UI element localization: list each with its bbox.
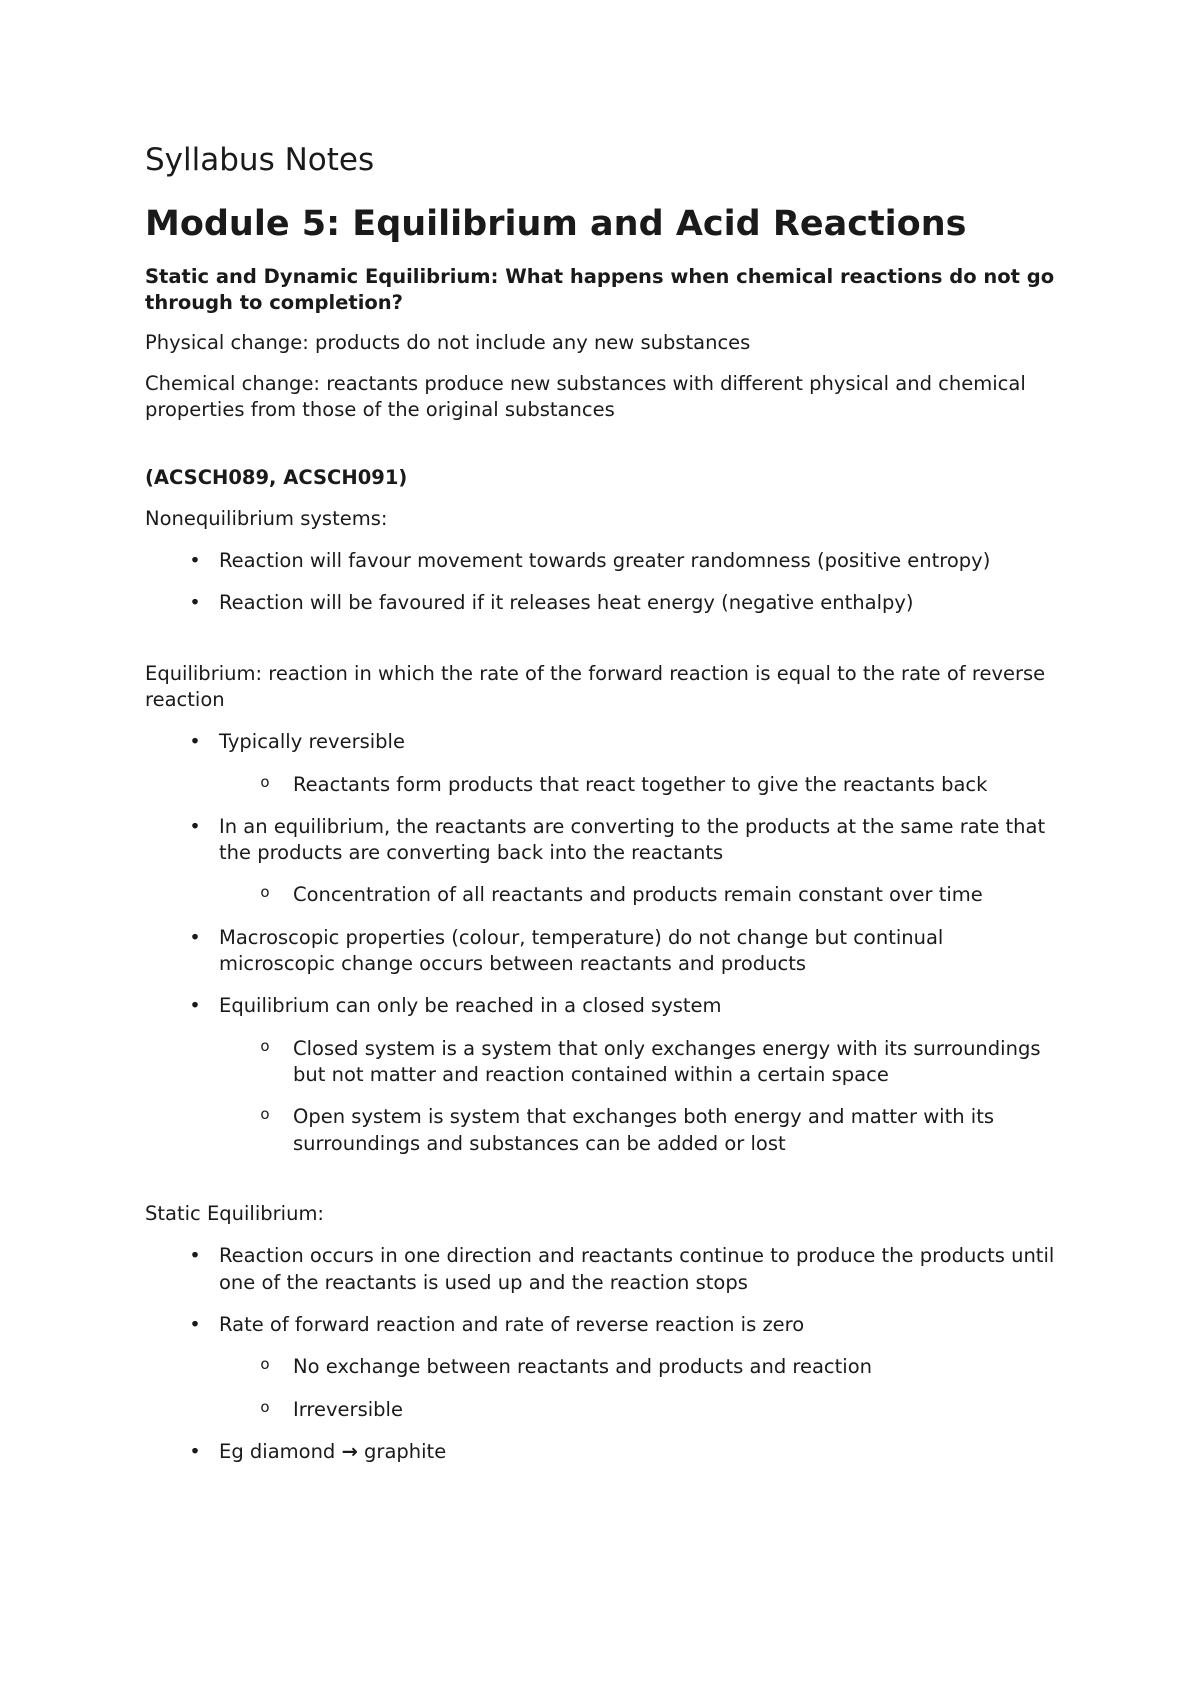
list-item: • Equilibrium can only be reached in a closed system o Closed system is a system that only exchanges energy with its surroundings but not matter and reaction contained within a certain space o Open system is system that exchanges both energy and matter with its surroundings and substances can be added or lost bbox=[145, 993, 1065, 1157]
bullet-icon: • bbox=[189, 925, 201, 949]
circle-bullet-icon: o bbox=[260, 883, 270, 902]
sub-list-item: o Open system is system that exchanges both energy and matter with its surroundings and substances can be added or lost bbox=[219, 1104, 1065, 1157]
circle-bullet-icon: o bbox=[260, 1105, 270, 1124]
circle-bullet-icon: o bbox=[260, 1397, 270, 1416]
sub-list bbox=[219, 772, 1065, 798]
sub-list bbox=[219, 1036, 1065, 1157]
example-suffix: graphite bbox=[357, 1439, 447, 1463]
bullet-icon: • bbox=[189, 994, 201, 1018]
bullet-icon: • bbox=[189, 591, 201, 615]
sub-list-item: o No exchange between reactants and products and reaction bbox=[219, 1354, 1065, 1380]
right-arrow-icon: → bbox=[341, 1439, 358, 1463]
example-prefix: Eg diamond bbox=[219, 1439, 342, 1463]
document-page bbox=[145, 140, 1065, 1465]
bullet-icon: • bbox=[189, 1312, 201, 1336]
circle-bullet-icon: o bbox=[260, 1036, 270, 1055]
sub-list bbox=[219, 882, 1065, 908]
static-equilibrium-list bbox=[145, 1243, 1065, 1465]
bullet-icon: • bbox=[189, 1439, 201, 1463]
bullet-icon: • bbox=[189, 730, 201, 754]
bullet-icon: • bbox=[189, 814, 201, 838]
sub-list bbox=[219, 1354, 1065, 1423]
chemical-change-text: Chemical change: reactants produce new substances with different physical and chemical properties from those of the original substances bbox=[145, 371, 1026, 422]
physical-change-text: Physical change: products do not include any new substances bbox=[145, 331, 751, 355]
list-item: • Reaction occurs in one direction and reactants continue to produce the products until one of the reactants is used up and the reaction stops bbox=[145, 1243, 1065, 1296]
bullet-icon: • bbox=[189, 548, 201, 572]
list-item: • Rate of forward reaction and rate of reverse reaction is zero o No exchange between reactants and products and reaction o Irreversible bbox=[145, 1312, 1065, 1423]
list-item: • In an equilibrium, the reactants are converting to the products at the same rate that the products are converting back into the reactants o Concentration of all reactants and products remain constant over time bbox=[145, 814, 1065, 909]
bullet-icon: • bbox=[189, 1244, 201, 1268]
module-heading: Module 5: Equilibrium and Acid Reactions bbox=[145, 204, 967, 245]
equilibrium-list bbox=[145, 729, 1065, 1157]
section-subheading: Static and Dynamic Equilibrium: What happens when chemical reactions do not go through to completion? bbox=[145, 264, 1055, 315]
circle-bullet-icon: o bbox=[260, 1355, 270, 1374]
nonequilibrium-list bbox=[145, 548, 1065, 617]
nonequilibrium-label: Nonequilibrium systems: bbox=[145, 506, 388, 530]
circle-bullet-icon: o bbox=[260, 772, 270, 791]
sub-list-item: o Irreversible bbox=[219, 1397, 1065, 1423]
static-equilibrium-label: Static Equilibrium: bbox=[145, 1201, 325, 1225]
list-item: • Reaction will favour movement towards greater randomness (positive entropy) bbox=[145, 548, 1065, 574]
sub-list-item: o Concentration of all reactants and products remain constant over time bbox=[219, 882, 1065, 908]
sub-list-item: o Reactants form products that react together to give the reactants back bbox=[219, 772, 1065, 798]
curriculum-codes: (ACSCH089, ACSCH091) bbox=[145, 466, 408, 490]
equilibrium-definition: Equilibrium: reaction in which the rate of the forward reaction is equal to the rate of reverse reaction bbox=[145, 661, 1046, 711]
document-title: Syllabus Notes bbox=[145, 142, 375, 178]
list-item bbox=[145, 1439, 1065, 1465]
list-item: • Reaction will be favoured if it releases heat energy (negative enthalpy) bbox=[145, 590, 1065, 616]
list-item: • Typically reversible o Reactants form products that react together to give the reactants back bbox=[145, 729, 1065, 798]
sub-list-item: o Closed system is a system that only exchanges energy with its surroundings but not matter and reaction contained within a certain space bbox=[219, 1036, 1065, 1089]
list-item: • Macroscopic properties (colour, temperature) do not change but continual microscopic change occurs between reactants and products bbox=[145, 925, 1065, 978]
